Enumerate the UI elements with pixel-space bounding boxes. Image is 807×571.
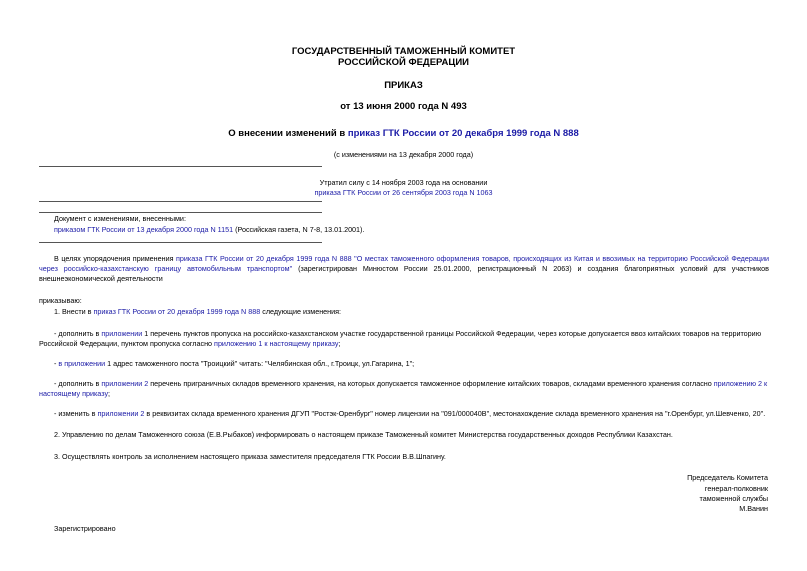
sub-item-link[interactable]: приложении — [101, 329, 143, 338]
sub-item-text: - дополнить в — [54, 379, 102, 388]
document-type: ПРИКАЗ — [384, 80, 423, 91]
changes-note: (с изменениями на 13 декабря 2000 года) — [333, 150, 474, 159]
divider — [39, 201, 322, 202]
preamble-text: (зарегистрирован Минюстом России 25.01.2000, регистрационный N 2063) и создания благоприятных условий для участников внешнеэкономической деятельности — [39, 264, 769, 283]
item-1-link[interactable]: приказ ГТК России от 20 декабря 1999 года N 888 — [93, 307, 261, 316]
signature-rank: генерал-полковник — [704, 484, 768, 493]
sub-item-text: - — [54, 359, 59, 368]
amended-by-source: (Российская газета, N 7-8, 13.01.2001). — [233, 225, 365, 234]
divider — [39, 166, 322, 167]
amended-by-line — [54, 225, 364, 235]
divider — [39, 242, 322, 243]
sub-item-link[interactable]: приложению 2 к настоящему приказу — [39, 379, 768, 398]
sub-item-link[interactable]: приложению 1 к настоящему приказу — [214, 339, 339, 348]
item-2: 2. Управлению по делам Таможенного союза (Е.В.Рыбаков) информировать о настоящем приказе Таможенный комитет Министерства государственных доходов Республики Казахстан. — [54, 430, 673, 439]
agency-name-line2: РОССИЙСКОЙ ФЕДЕРАЦИИ — [337, 57, 469, 68]
sub-item-text: перечень приграничных складов временного хранения, на которых допускается таможенное оформление китайских товаров, складами временного хранения согласно — [148, 379, 714, 388]
sub-item-text: ; — [338, 339, 341, 348]
agency-name-line1: ГОСУДАРСТВЕННЫЙ ТАМОЖЕННЫЙ КОМИТЕТ — [291, 46, 516, 57]
order-word: приказываю: — [39, 296, 82, 305]
sub-item-3 — [39, 379, 769, 399]
registered-label: Зарегистрировано — [54, 524, 116, 533]
title-link[interactable]: приказ ГТК России от 20 декабря 1999 года N 888 — [347, 128, 579, 139]
item-3: 3. Осуществлять контроль за исполнением настоящего приказа заместителя председателя ГТК России В.В.Шпагину. — [54, 452, 446, 461]
signature-title: Председатель Комитета — [687, 473, 768, 482]
lost-force-link[interactable]: приказа ГТК России от 26 сентября 2003 года N 1063 — [314, 188, 493, 197]
lost-force-text: Утратил силу с 14 ноября 2003 года на основании — [319, 178, 488, 187]
preamble-paragraph — [39, 254, 769, 284]
preamble-text: В целях упорядочения применения — [54, 254, 177, 263]
sub-item-2 — [54, 359, 414, 369]
document-title — [0, 128, 807, 139]
divider — [39, 212, 322, 213]
sub-item-link[interactable]: в приложении — [58, 359, 106, 368]
item-text: 1. Внести в — [54, 307, 94, 316]
item-1 — [54, 307, 341, 317]
preamble-link[interactable]: приказа ГТК России от 20 декабря 1999 года N 888 "О местах таможенного оформления товаров, происходящих из Китая и ввозимых на территорию Российской Федерации через российско-казахстанскую границу автомобильным транспортом" — [39, 254, 769, 273]
sub-item-1 — [39, 329, 769, 349]
sub-item-text: 1 адрес таможенного поста "Троицкий" читать: "Челябинская обл., г.Троицк, ул.Гагарина, 1"; — [105, 359, 415, 368]
sub-item-text: - дополнить в — [54, 329, 102, 338]
title-prefix: О внесении изменений в — [228, 128, 348, 139]
item-text: следующие изменения: — [260, 307, 342, 316]
sub-item-link[interactable]: приложении 2 — [101, 379, 149, 388]
amended-by-link[interactable]: приказом ГТК России от 13 декабря 2000 года N 1151 — [54, 225, 234, 234]
sub-item-4 — [54, 409, 765, 419]
sub-item-text: в реквизитах склада временного хранения ДГУП "Ростэк-Оренбург" номер лицензии на "091/000040В", местонахождение склада временного хранения на "г.Оренбург, ул.Шевченко, 20". — [144, 409, 766, 418]
signature-service: таможенной службы — [699, 494, 768, 503]
document-date: от 13 июня 2000 года N 493 — [340, 101, 467, 112]
amended-by-label: Документ с изменениями, внесенными: — [54, 214, 186, 223]
signature-name: М.Ванин — [739, 504, 768, 513]
sub-item-text: ; — [108, 389, 111, 398]
sub-item-link[interactable]: приложении 2 — [97, 409, 145, 418]
sub-item-text: - изменить в — [54, 409, 98, 418]
sub-item-text: 1 перечень пунктов пропуска на российско-казахстанском участке государственной границы Российской Федерации, через которые допускается ввоз китайских товаров на территорию Российской Федерации, пунктом пропуска согласно — [39, 329, 762, 348]
